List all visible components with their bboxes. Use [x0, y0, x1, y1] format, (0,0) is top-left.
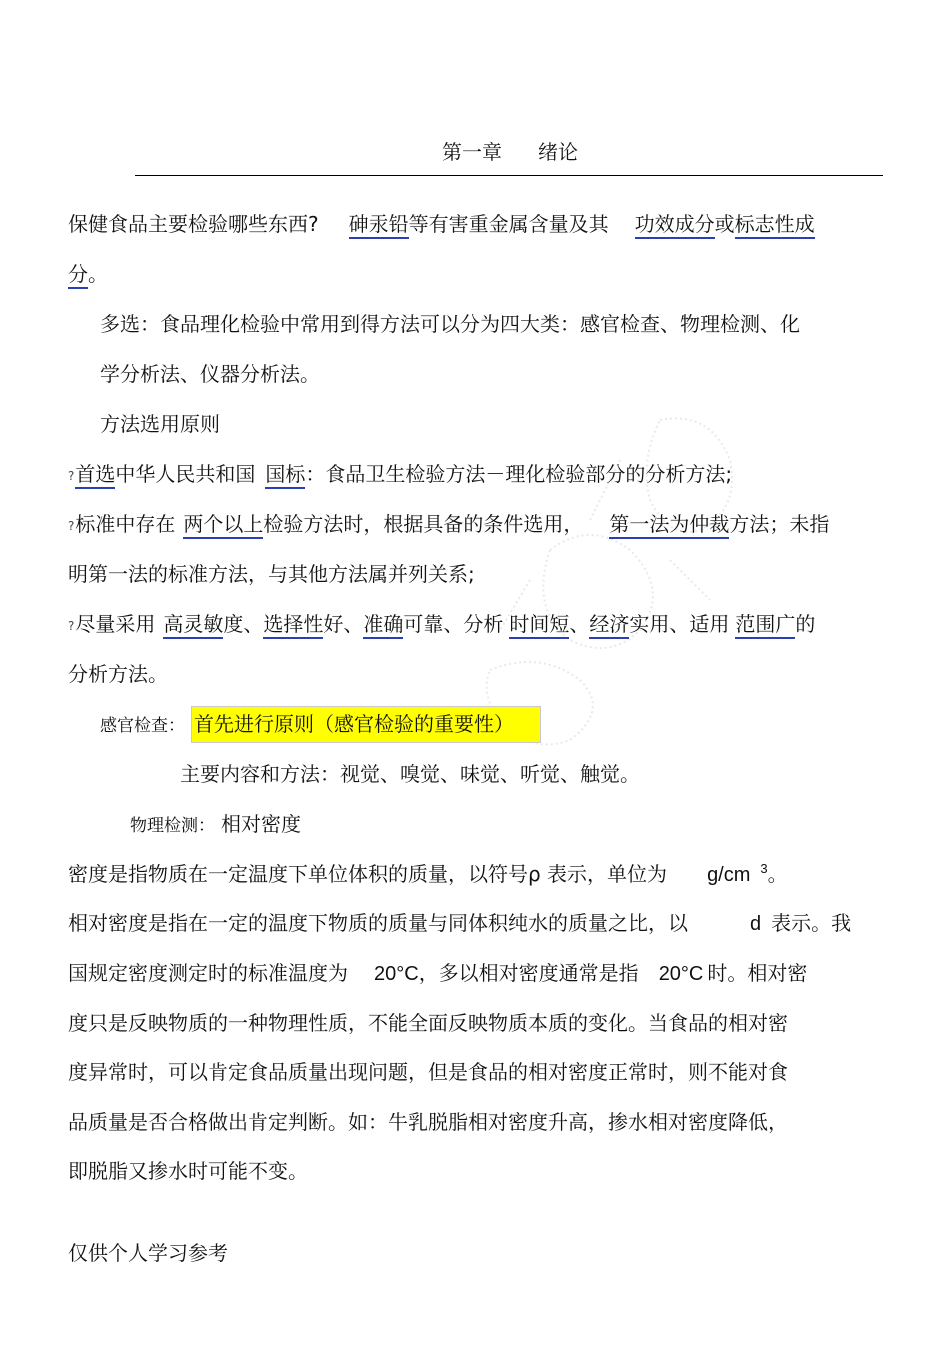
- sensory-content: 主要内容和方法：视觉、嗅觉、味觉、听觉、触觉。: [180, 762, 640, 786]
- highlighted-note: 首先进行原则（感官检验的重要性）: [191, 706, 541, 743]
- physical-topic: 相对密度: [221, 812, 301, 836]
- underlined-term: 选择性: [263, 612, 323, 639]
- physical-label: 物理检测：: [130, 816, 215, 836]
- underlined-term: 时间短: [509, 612, 569, 639]
- underlined-term: 第一法为仲裁: [609, 512, 729, 539]
- multi-line2: 学分析法、仪器分析法。: [100, 362, 320, 386]
- underlined-term: 高灵敏: [163, 612, 223, 639]
- bullet-3-line2: 分析方法。: [68, 662, 168, 686]
- density-line4: 度只是反映物质的一种物理性质，不能全面反映物质本质的变化。当食品的相对密: [68, 1011, 788, 1035]
- bullet-2: ?标准中存在 两个以上检验方法时，根据具备的条件选用， 第一法为仲裁方法；未指: [68, 511, 829, 539]
- bullet-2-line2: 明第一法的标准方法，与其他方法属并列关系;: [68, 562, 475, 586]
- underlined-term: 首选: [75, 462, 115, 489]
- bullet-mark: ?: [68, 618, 75, 633]
- q1-line2: 分。: [68, 261, 108, 287]
- density-line1: 密度是指物质在一定温度下单位体积的质量，以符号ρ 表示，单位为 g/cm $^3$。: [68, 861, 788, 886]
- density-line6: 品质量是否合格做出肯定判断。如：牛乳脱脂相对密度升高，掺水相对密度降低，: [68, 1110, 788, 1134]
- bullet-mark: ?: [68, 468, 75, 483]
- density-line7: 即脱脂又掺水时可能不变。: [68, 1159, 308, 1183]
- underlined-term: 砷汞铅: [349, 212, 409, 239]
- bullet-1: ?首选中华人民共和国 国标：食品卫生检验方法－理化检验部分的分析方法;: [68, 461, 732, 489]
- underlined-term: 分: [68, 262, 88, 289]
- page-title: [442, 139, 578, 165]
- underlined-term: 两个以上: [183, 512, 263, 539]
- underlined-term: 经济: [589, 612, 629, 639]
- sensory-label: 感官检查：: [100, 716, 185, 736]
- footer-note: 仅供个人学习参考: [68, 1241, 228, 1265]
- underlined-term: 范围广: [735, 612, 795, 639]
- density-line3: 国规定密度测定时的标准温度为 20°C，多以相对密度通常是指 20°C 时。相对密: [68, 961, 808, 985]
- underlined-term: 国标: [265, 462, 305, 489]
- physical-line: [130, 811, 301, 839]
- bullet-3: ?尽量采用 高灵敏度、选择性好、准确可靠、分析 时间短、经济实用、适用 范围广的: [68, 611, 815, 639]
- underlined-term: 功效成分: [635, 212, 715, 239]
- multi-line1: 多选：食品理化检验中常用到得方法可以分为四大类：感官检查、物理检测、化: [100, 312, 800, 336]
- bullet-mark: ?: [68, 518, 75, 533]
- underlined-term: 准确: [363, 612, 403, 639]
- title-chapter: 第一章: [442, 140, 502, 164]
- underlined-term: 标志性成: [735, 212, 815, 239]
- title-name: 绪论: [538, 140, 578, 164]
- density-line5: 度异常时，可以肯定食品质量出现问题，但是食品的相对密度正常时，则不能对食: [68, 1060, 788, 1084]
- title-rule: [135, 175, 883, 176]
- principle-heading: 方法选用原则: [100, 412, 220, 436]
- density-line2: 相对密度是指在一定的温度下物质的质量与同体积纯水的质量之比，以 d 表示。我: [68, 911, 852, 935]
- q1-line1: 保健食品主要检验哪些东西? 砷汞铅等有害重金属含量及其 功效成分或标志性成: [68, 211, 815, 237]
- sensory-line: [100, 706, 541, 743]
